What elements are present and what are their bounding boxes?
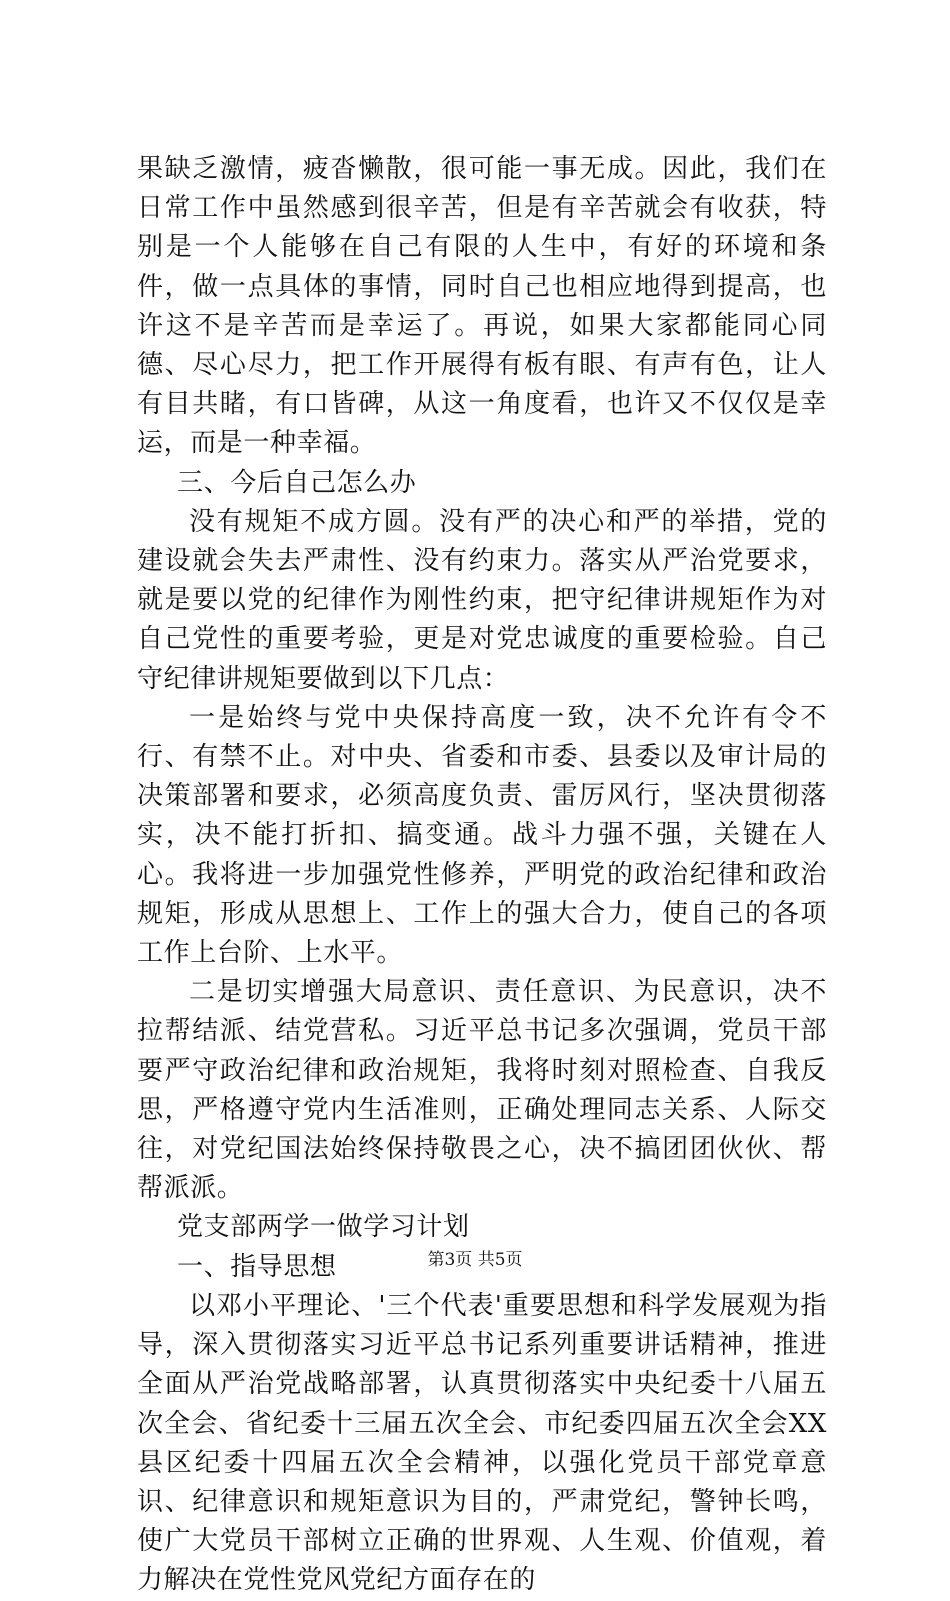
paragraph-point-one: 一是始终与党中央保持高度一致，决不允许有令不行、有禁不止。对中央、省委和市委、县委以及审计局的决策部署和要求，必须高度负责、雷厉风行，坚决贯彻落实，决不能打折扣、搞变通。战斗力强不强，关键在人心。我将进一步加强党性修养，严明党的政治纪律和政治规矩，形成从思想上、工作上的强大合力，使自己的各项工作上台阶、上水平。 — [137, 702, 827, 969]
page-footer: 第3页 共5页 — [427, 1250, 523, 1270]
section-heading-one: 一、指导思想 — [177, 1251, 337, 1282]
paragraph-point-two: 二是切实增强大局意识、责任意识、为民意识，决不拉帮结派、结党营私。习近平总书记多次强调，党员干部要严守政治纪律和政治规矩，我将时刻对照检查、自我反思，严格遵守党内生活准则，正确处理同志关系、人际交往，对党纪国法始终保持敬畏之心，决不搞团团伙伙、帮帮派派。 — [137, 977, 827, 1204]
paragraph-continuation: 果缺乏激情，疲沓懒散，很可能一事无成。因此，我们在日常工作中虽然感到很辛苦，但是有辛苦就会有收获，特别是一个人能够在自己有限的人生中，有好的环境和条件，做一点具体的事情，同时自己也相应地得到提高，也许这不是辛苦而是幸运了。再说，如果大家都能同心同德、尽心尽力，把工作开展得有板有眼、有声有色，让人有目共睹，有口皆碑，从这一角度看，也许又不仅仅是幸运，而是一种幸福。 — [137, 154, 827, 459]
document-body — [137, 150, 827, 1601]
document-title: 党支部两学一做学习计划 — [177, 1212, 470, 1243]
paragraph-rules: 没有规矩不成方圆。没有严的决心和严的举措，党的建设就会失去严肃性、没有约束力。落实从严治党要求，就是要以党的纪律作为刚性约束，把守纪律讲规矩作为对自己党性的重要考验，更是对党忠诚度的重要检验。自己守纪律讲规矩要做到以下几点： — [137, 506, 827, 694]
section-heading-three: 三、今后自己怎么办 — [177, 467, 417, 498]
paragraph-guiding-thought: 以邓小平理论、'三个代表'重要思想和科学发展观为指导，深入贯彻落实习近平总书记系列重要讲话精神，推进全面从严治党战略部署，认真贯彻落实中央纪委十八届五次全会、省纪委十三届五次全会、市纪委四届五次全会XX县区纪委十四届五次全会精神，以强化党员干部党章意识、纪律意识和规矩意识为目的，严肃党纪，警钟长鸣，使广大党员干部树立正确的世界观、人生观、价值观，着力解决在党性党风党纪方面存在的 — [137, 1290, 827, 1596]
